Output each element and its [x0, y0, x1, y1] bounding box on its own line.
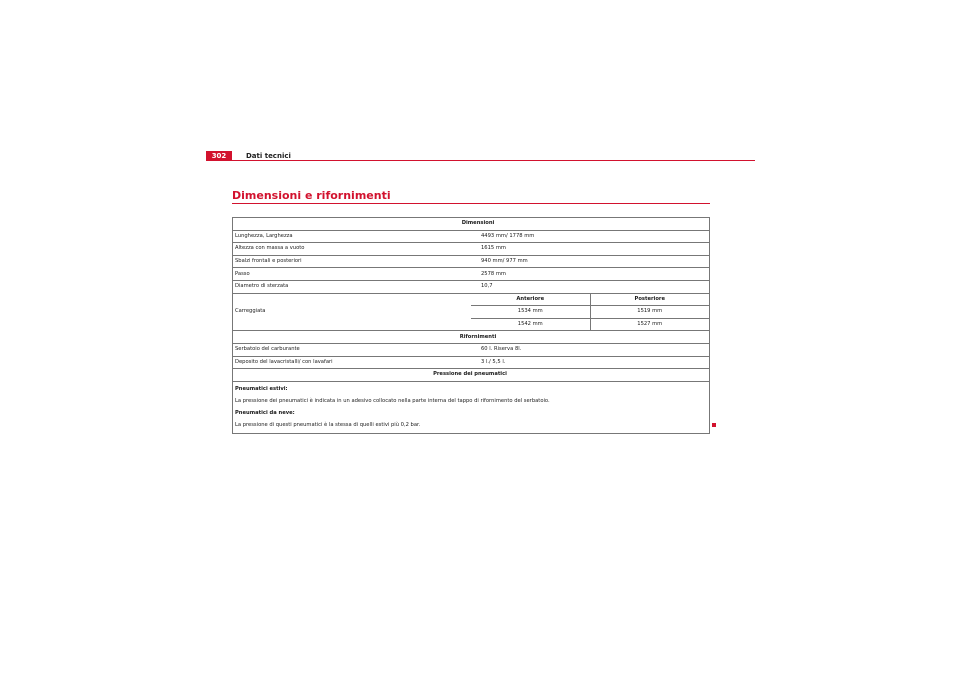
page-header [206, 151, 755, 161]
row-value: 60 l. Riserva 8l. [471, 343, 710, 356]
dimensions-heading-row [233, 218, 710, 231]
track-rear-value: 1519 mm [590, 306, 709, 319]
header-title: Dati tecnici [246, 152, 291, 160]
table-row [233, 280, 710, 293]
winter-heading: Pneumatici da neve: [235, 409, 295, 416]
tyre-heading-row [233, 369, 710, 382]
row-label: Altezza con massa a vuoto [233, 243, 472, 256]
row-value: 4493 mm/ 1778 mm [471, 230, 710, 243]
row-value: 10,7 [471, 280, 710, 293]
track-row [233, 293, 710, 331]
row-label: Passo [233, 268, 472, 281]
track-col-front: Anteriore [516, 295, 545, 302]
header-rule [206, 160, 755, 161]
tyre-heading: Pressione dei pneumatici [233, 369, 710, 382]
summer-text: La pressione dei pneumatici è indicata in un adesivo collocato nella parte interna del tappo di rifornimento del serbatoio. [235, 397, 550, 404]
winter-text: La pressione di questi pneumatici è la stessa di quelli estivi più 0,2 bar. [235, 421, 421, 428]
track-subtable [471, 294, 709, 331]
table-row [233, 343, 710, 356]
row-value: 940 mm/ 977 mm [471, 255, 710, 268]
track-rear-value: 1527 mm [590, 318, 709, 330]
table-row [233, 255, 710, 268]
track-values [471, 293, 710, 331]
row-label: Sbalzi frontali e posteriori [233, 255, 472, 268]
track-col-rear: Posteriore [590, 294, 709, 306]
table-row [233, 356, 710, 369]
table-row [233, 230, 710, 243]
track-subtable-row [471, 306, 709, 319]
page-number: 302 [206, 151, 232, 161]
track-front-value: 1534 mm [471, 306, 590, 319]
table-row [233, 268, 710, 281]
section-title: Dimensioni e rifornimenti [232, 189, 391, 202]
summer-heading: Pneumatici estivi: [235, 385, 288, 392]
dimensions-heading: Dimensioni [233, 218, 710, 231]
spec-table [232, 217, 710, 434]
row-label: Diametro di sterzata [233, 280, 472, 293]
row-value: 3 l./ 5,5 l. [471, 356, 710, 369]
tyre-notes-row [233, 381, 710, 434]
track-subtable-row [471, 318, 709, 330]
section-rule [232, 203, 710, 204]
table-row [233, 243, 710, 256]
row-label: Deposito del lavacristalli/ con lavafari [233, 356, 472, 369]
track-front-value: 1542 mm [471, 318, 590, 330]
end-of-section-marker [712, 423, 716, 427]
tyre-notes [233, 381, 710, 434]
row-value: 1615 mm [471, 243, 710, 256]
refuel-heading-row [233, 331, 710, 344]
row-label: Serbatoio del carburante [233, 343, 472, 356]
track-label: Carreggiata [233, 293, 472, 331]
refuel-heading: Rifornimenti [233, 331, 710, 344]
track-subtable-header [471, 294, 709, 306]
row-value: 2578 mm [471, 268, 710, 281]
row-label: Lunghezza, Larghezza [233, 230, 472, 243]
